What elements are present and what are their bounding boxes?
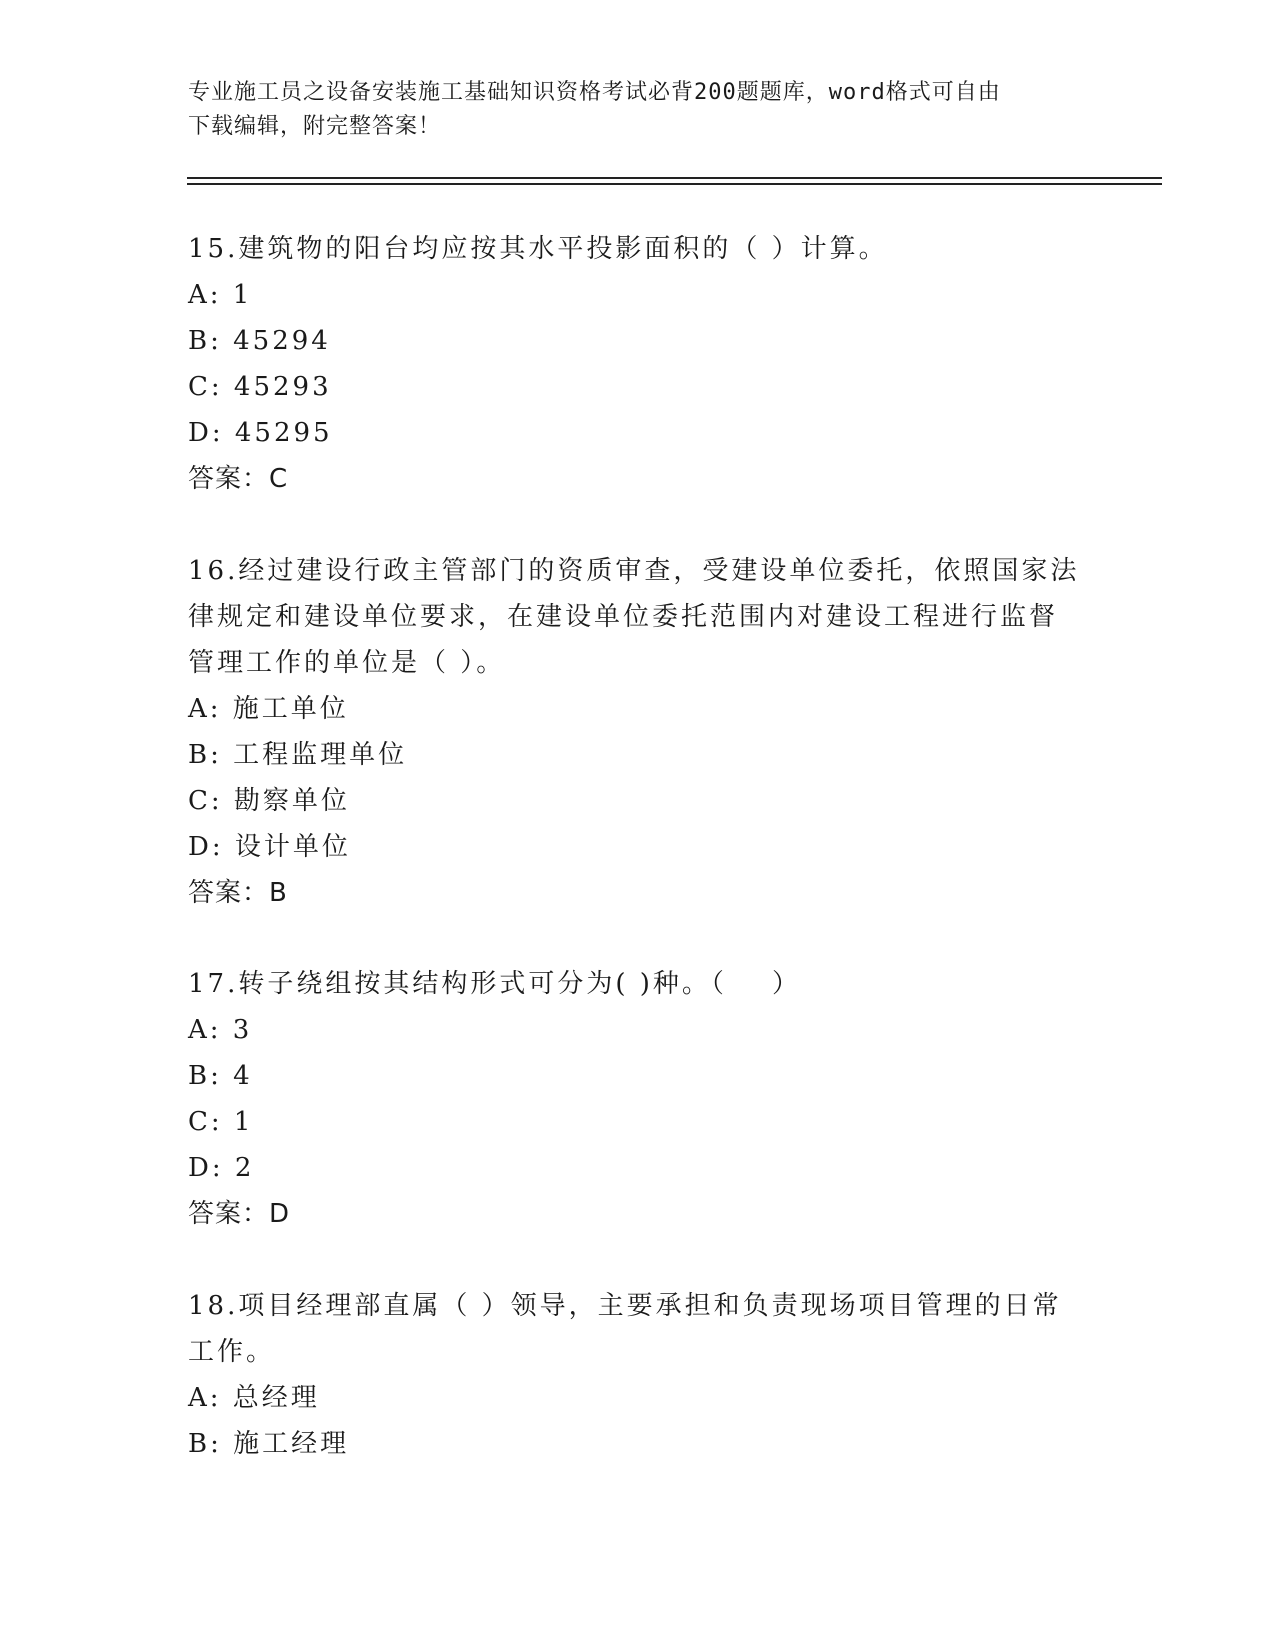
option-d: D: 设计单位: [188, 832, 351, 862]
header-divider-bottom: [187, 183, 1162, 185]
header-line-2: 下载编辑，附完整答案！: [188, 114, 442, 139]
option-d: D: 45295: [188, 418, 333, 448]
header-divider-top: [187, 177, 1162, 179]
option-c: C: 1: [188, 1107, 254, 1137]
option-d: D: 2: [188, 1153, 255, 1183]
option-b: B: 工程监理单位: [188, 740, 408, 770]
header-line-1: 专业施工员之设备安装施工基础知识资格考试必背200题题库，word格式可自由: [188, 80, 1001, 105]
option-a: A: 3: [188, 1015, 253, 1045]
option-b: B: 施工经理: [188, 1429, 350, 1459]
option-c: C: 45293: [188, 372, 332, 402]
option-c: C: 勘察单位: [188, 786, 350, 816]
question-stem: 16.经过建设行政主管部门的资质审查，受建设单位委托，依照国家法 律规定和建设单位要求，在建设单位委托范围内对建设工程进行监督 管理工作的单位是（ ）。: [188, 556, 1080, 678]
answer: 答案：D: [188, 1199, 291, 1229]
question-stem: 18.项目经理部直属（ ）领导，主要承担和负责现场项目管理的日常 工作。: [188, 1291, 1062, 1367]
option-a: A: 施工单位: [188, 694, 349, 724]
question-18: [188, 1283, 1088, 1467]
question-17: [188, 961, 1088, 1237]
answer: 答案：B: [188, 878, 288, 908]
option-b: B: 45294: [188, 326, 331, 356]
answer: 答案：C: [188, 464, 289, 494]
document-header: [188, 76, 1088, 144]
question-stem: 15.建筑物的阳台均应按其水平投影面积的（ ）计算。: [188, 234, 888, 264]
option-a: A: 1: [188, 280, 253, 310]
question-stem: 17.转子绕组按其结构形式可分为( )种。（ ）: [188, 969, 801, 999]
question-16: [188, 548, 1088, 916]
question-15: [188, 226, 1088, 502]
option-b: B: 4: [188, 1061, 253, 1091]
option-a: A: 总经理: [188, 1383, 320, 1413]
